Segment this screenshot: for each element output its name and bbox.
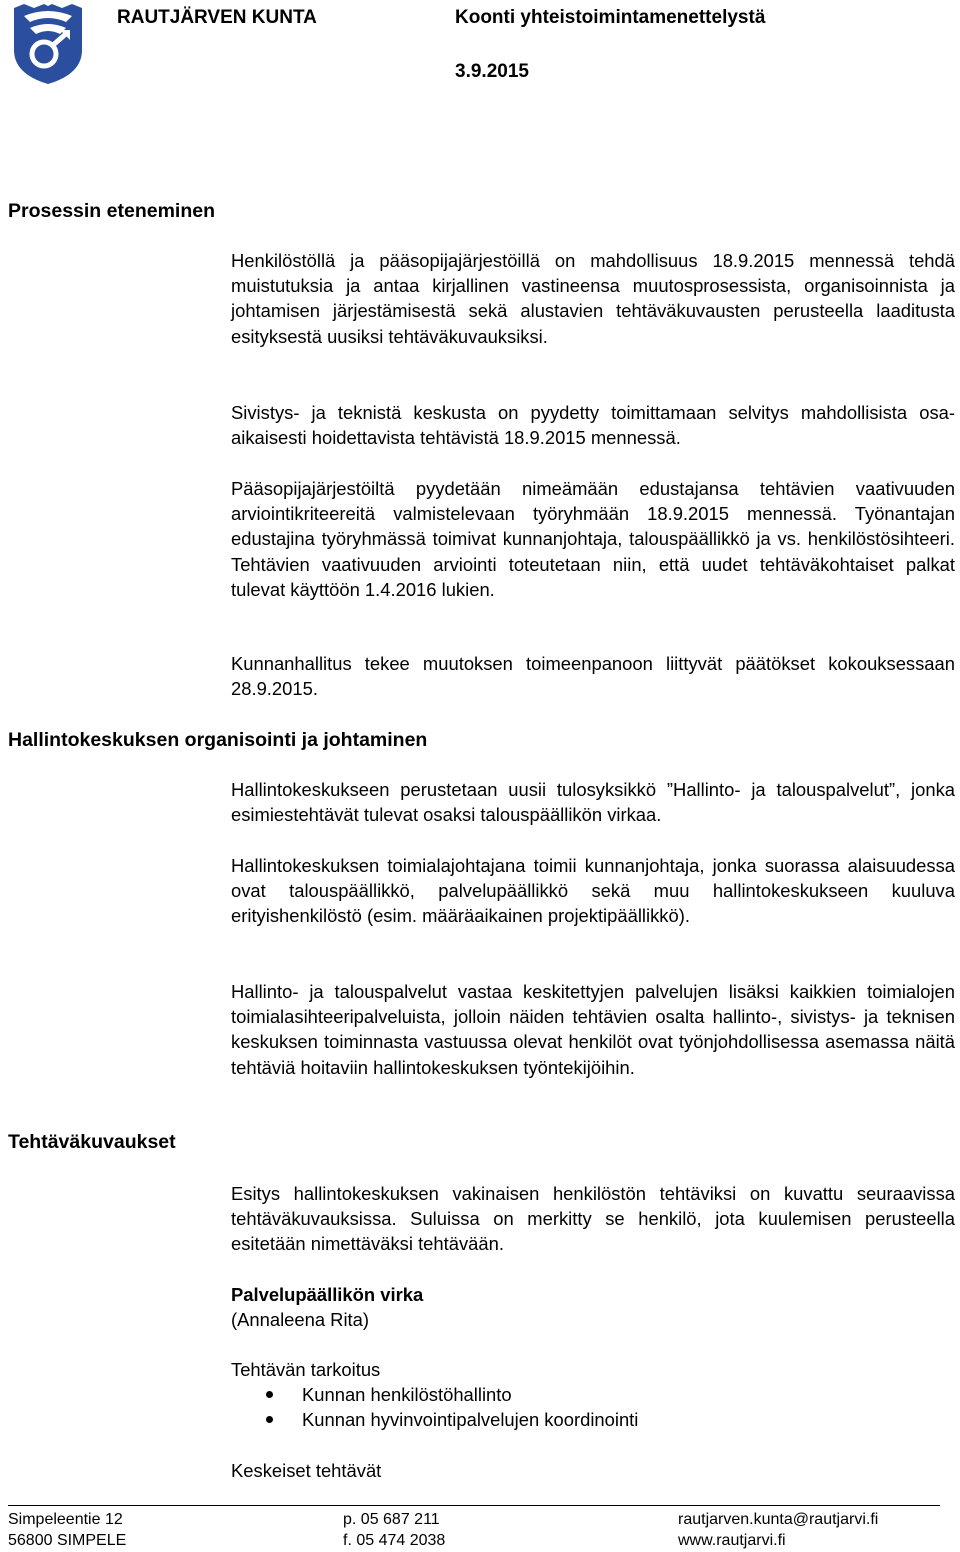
paragraph-hallinto-1: Hallintokeskukseen perustetaan uusii tulosyksikkö ”Hallinto- ja talouspalvelut”, jonka esimiestehtävät tulevat osaksi talouspäällikön virkaa. [231,779,955,826]
footer-address-postal: 56800 SIMPELE [8,1532,127,1549]
list-item: Kunnan henkilöstöhallinto [231,1382,955,1407]
office-title: Palvelupäällikön virka [231,1284,424,1305]
footer-divider [8,1505,940,1506]
document-title: Koonti yhteistoimintamenettelystä [455,7,766,28]
purpose-label: Tehtävän tarkoitus [231,1359,381,1380]
footer-email[interactable]: rautjarven.kunta@rautjarvi.fi [678,1511,879,1528]
section-title-hallinto: Hallintokeskuksen organisointi ja johtaminen [8,729,428,751]
section-title-tehtavakuvaukset: Tehtäväkuvaukset [8,1131,176,1153]
office-holder: (Annaleena Rita) [231,1309,370,1330]
municipality-logo [10,2,86,86]
list-item: Kunnan hyvinvointipalvelujen koordinointi [231,1407,955,1432]
paragraph-tehtavakuvaukset-1: Esitys hallintokeskuksen vakinaisen henkilöstön tehtäviksi on kuvattu seuraavissa tehtäväkuvauksissa. Suluissa on merkitty se henkilö, jota kuulemisen perusteella esitetään nimettäväksi tehtävään. [231,1183,955,1255]
footer-website[interactable]: www.rautjarvi.fi [678,1532,786,1549]
paragraph-prosessi-4: Kunnanhallitus tekee muutoksen toimeenpanoon liittyvät päätökset kokouksessaan 28.9.2015. [231,653,955,700]
footer-address-street: Simpeleentie 12 [8,1511,123,1528]
key-tasks-label: Keskeiset tehtävät [231,1460,382,1481]
coat-of-arms-icon [10,2,86,86]
paragraph-prosessi-3: Pääsopijajärjestöiltä pyydetään nimeämään edustajansa tehtävien vaativuuden arviointikriteereitä valmistelevaan työryhmään 18.9.2015 mennessä. Työnantajan edustajina työryhmässä toimivat kunnanjohtaja, talouspäällikkö ja vs. henkilöstösihteeri. Tehtävien vaativuuden arviointi toteutetaan niin, että uudet tehtäväkohtaiset palkat tulevat käyttöön 1.4.2016 lukien. [231,478,955,600]
footer-fax: f. 05 474 2038 [343,1532,446,1549]
paragraph-hallinto-3: Hallinto- ja talouspalvelut vastaa keskitettyjen palvelujen lisäksi kaikkien toimialojen toimialasihteeripalveluista, jolloin näiden tehtävien osalta hallinto-, sivistys- ja teknisen keskuksen toiminnasta vastuussa olevat henkilöt ovat työnjohdollisessa asemassa näitä tehtäviä hoitaviin hallintokeskuksen työntekijöihin. [231,981,955,1078]
section-title-prosessi: Prosessin eteneminen [8,200,215,222]
footer-phone: p. 05 687 211 [343,1511,440,1528]
purpose-list [231,1382,955,1432]
paragraph-hallinto-2: Hallintokeskuksen toimialajohtajana toimii kunnanjohtaja, jonka suorassa alaisuudessa ovat talouspäällikkö, palvelupäällikkö sekä muu hallintokeskukseen kuuluva erityishenkilöstö (esim. määräaikainen projektipäällikkö). [231,855,955,927]
document-date: 3.9.2015 [455,61,529,82]
municipality-name: RAUTJÄRVEN KUNTA [117,7,317,28]
paragraph-prosessi-2: Sivistys- ja teknistä keskusta on pyydetty toimittamaan selvitys mahdollisista osa-aikaisesti hoidettavista tehtävistä 18.9.2015 mennessä. [231,402,955,449]
paragraph-prosessi-1: Henkilöstöllä ja pääsopijajärjestöillä on mahdollisuus 18.9.2015 mennessä tehdä muistutuksia ja antaa kirjallinen vastineensa muutosprosessista, organisoinnista ja johtamisen järjestämisestä sekä alustavien tehtäväkuvausten perusteella laaditusta esityksestä uusiksi tehtäväkuvauksiksi. [231,250,955,347]
